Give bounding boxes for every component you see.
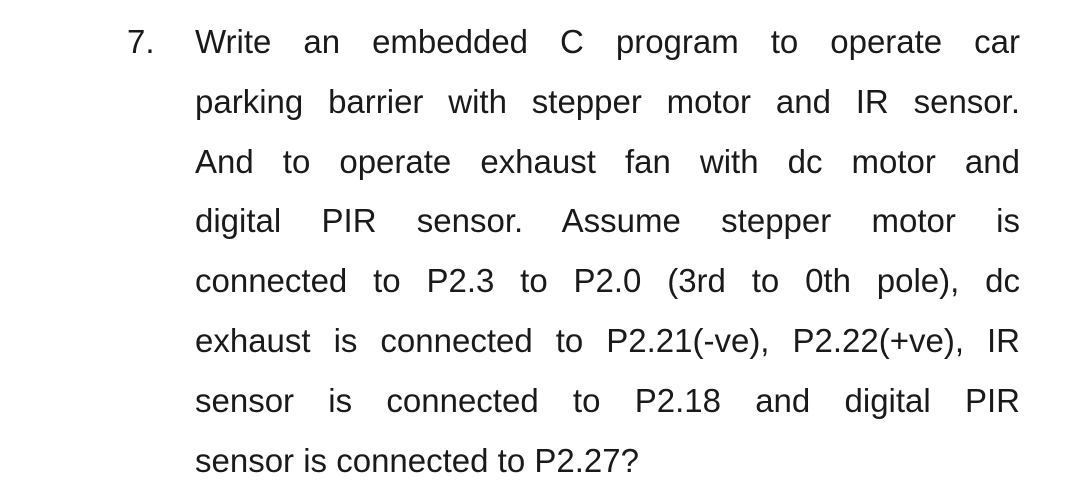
- question-text-line: parking barrier with stepper motor and IR sensor.: [195, 83, 1020, 120]
- question-text-line: And to operate exhaust fan with dc motor and: [195, 143, 1020, 180]
- question-text-line: exhaust is connected to P2.21(-ve), P2.22(+ve), IR: [195, 322, 1020, 359]
- question-text-line: sensor is connected to P2.18 and digital PIR: [195, 382, 1020, 419]
- question-text-line: connected to P2.3 to P2.0 (3rd to 0th pole), dc: [195, 262, 1020, 299]
- question-text-line: sensor is connected to P2.27?: [195, 442, 639, 479]
- question-text-line: Write an embedded C program to operate car: [195, 23, 1020, 60]
- question-number: 7.: [127, 23, 155, 60]
- question-text-line: digital PIR sensor. Assume stepper motor is: [195, 202, 1020, 239]
